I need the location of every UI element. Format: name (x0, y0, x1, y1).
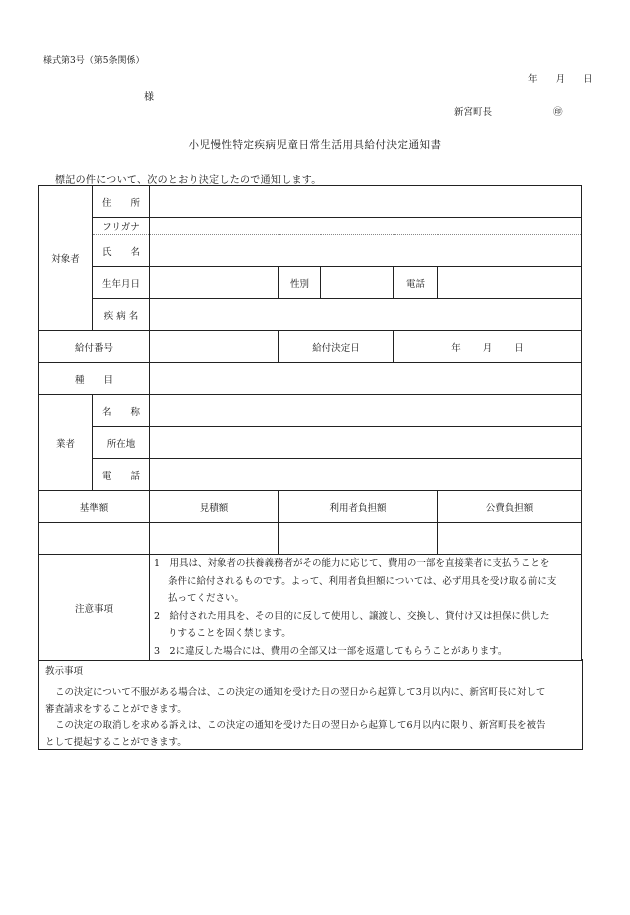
address-field[interactable] (150, 186, 582, 218)
name-label: 氏 名 (93, 235, 150, 267)
remarks-box (38, 659, 583, 750)
note-line: 2 給付された用具を、その目的に反して使用し、譲渡し、交換し、貸付け又は担保に供した (154, 610, 550, 622)
disease-label: 疾 病 名 (93, 299, 150, 331)
notes-label: 注意事項 (39, 555, 150, 661)
note-line: 1 用具は、対象者の扶養義務者がその能力に応じて、費用の一部を直接業者に支払うことを (154, 558, 550, 569)
note-line: 3 2に違反した場合には、費用の全部又は一部を返還してもらうことがあります。 (154, 645, 508, 657)
issue-date-day: 日 (583, 74, 593, 85)
user-burden-label: 利用者負担額 (279, 491, 438, 523)
issue-date (528, 71, 593, 85)
gender-label: 性別 (279, 267, 321, 299)
note-line: 条件に給付されるものです。よって、利用者負担額については、必ず用具を受け取る前に支 (168, 575, 557, 587)
public-burden-label: 公費負担額 (438, 491, 582, 523)
phone-field[interactable] (438, 267, 582, 299)
note-line: 払ってください。 (168, 593, 245, 604)
address-label: 住 所 (93, 186, 150, 218)
user-burden-field[interactable] (279, 523, 438, 555)
document-title: 小児慢性特定疾病児童日常生活用具給付決定通知書 (188, 139, 442, 151)
subject-section-label: 対象者 (39, 186, 93, 331)
issue-date-year: 年 (528, 74, 538, 85)
standard-amount-field[interactable] (39, 523, 150, 555)
remarks-line: 審査請求をすることができます。 (45, 704, 187, 715)
remarks-line: この決定について不服がある場合は、この決定の通知を受けた日の翌日から起算して3月以内に、新宮町長に対して (55, 687, 546, 698)
standard-amount-label: 基準額 (39, 491, 150, 523)
item-type-field[interactable] (150, 363, 582, 395)
disease-field[interactable] (150, 299, 582, 331)
remarks-line: この決定の取消しを求める訴えは、この決定の通知を受けた日の翌日から起算して6月以内に限り、新宮町長を被告 (55, 720, 546, 731)
vendor-name-label: 名 称 (93, 395, 150, 427)
item-type-label: 種 目 (39, 363, 150, 395)
vendor-phone-field[interactable] (150, 459, 582, 491)
seal-mark: ㊞ (553, 107, 563, 118)
grant-number-label: 給付番号 (39, 331, 150, 363)
form-number: 様式第3号（第5条関係） (43, 56, 145, 66)
estimate-amount-field[interactable] (150, 523, 279, 555)
notes-content (150, 555, 582, 661)
gender-field[interactable] (321, 267, 394, 299)
public-burden-field[interactable] (438, 523, 582, 555)
name-field[interactable] (150, 235, 582, 267)
vendor-section-label: 業者 (39, 395, 93, 491)
decision-date-day: 日 (514, 342, 524, 354)
intro-text: 標記の件について、次のとおり決定したので通知します。 (55, 175, 322, 186)
notice-form-table (38, 185, 582, 661)
decision-date-month: 月 (482, 342, 493, 354)
decision-date-label: 給付決定日 (279, 331, 394, 363)
remarks-line: として提起することができます。 (45, 737, 187, 748)
furigana-label: フリガナ (93, 218, 150, 235)
addressee-suffix: 様 (144, 92, 154, 103)
decision-date-year: 年 (451, 342, 461, 354)
phone-label: 電話 (394, 267, 438, 299)
remarks-heading: 教示事項 (45, 666, 84, 677)
vendor-location-field[interactable] (150, 427, 582, 459)
issue-date-month: 月 (555, 74, 566, 85)
estimate-amount-label: 見積額 (150, 491, 279, 523)
vendor-location-label: 所在地 (93, 427, 150, 459)
grant-number-field[interactable] (150, 331, 279, 363)
issuer-name: 新宮町長 (454, 107, 493, 118)
furigana-field[interactable] (150, 218, 582, 235)
decision-date-field[interactable] (394, 331, 582, 363)
vendor-phone-label: 電 話 (93, 459, 150, 491)
birthdate-field[interactable] (150, 267, 279, 299)
note-line: りすることを固く禁じます。 (168, 628, 291, 639)
vendor-name-field[interactable] (150, 395, 582, 427)
birthdate-label: 生年月日 (93, 267, 150, 299)
